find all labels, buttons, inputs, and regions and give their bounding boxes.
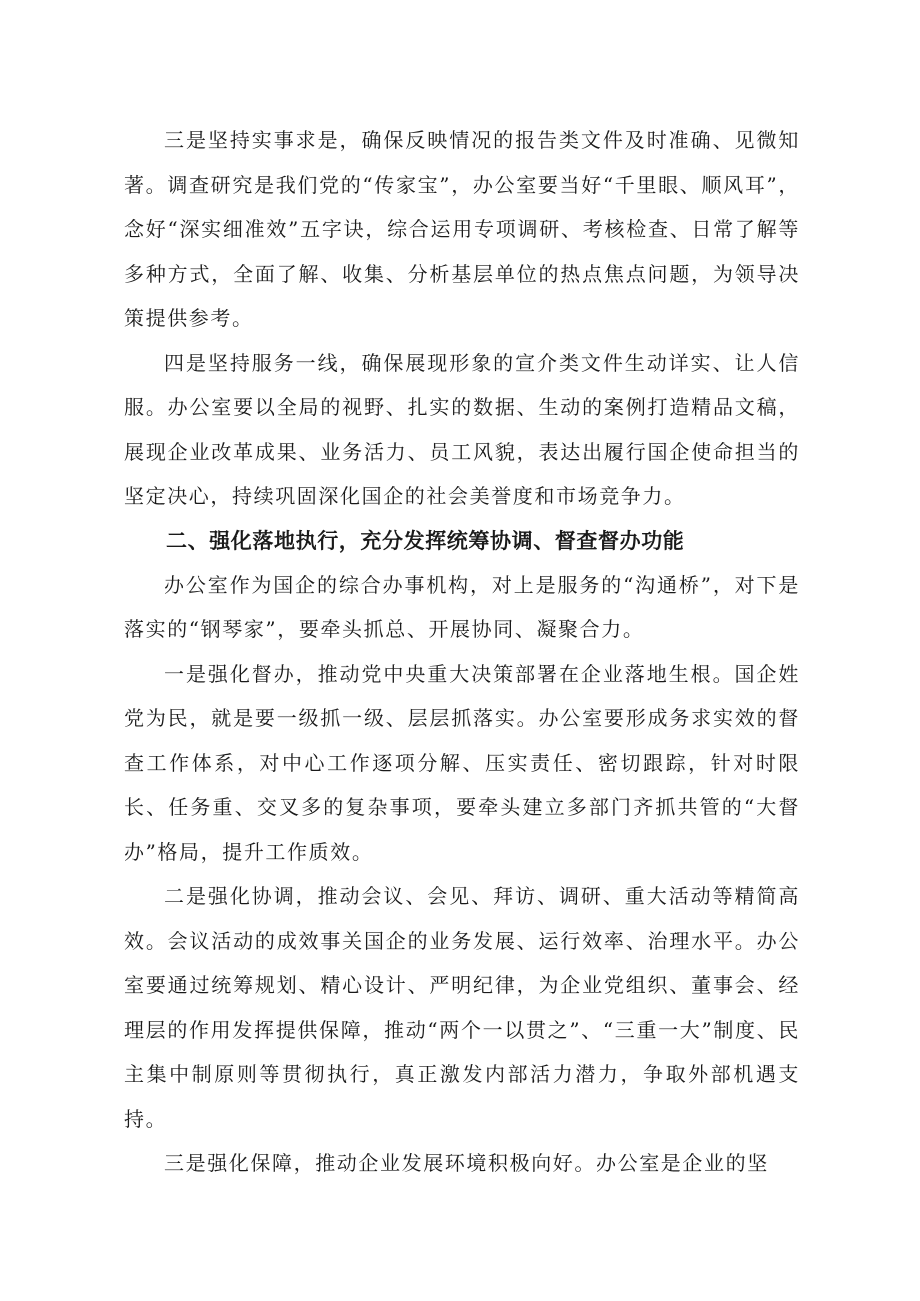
paragraph-point-four-frontline: 四是坚持服务一线，确保展现形象的宣介类文件生动详实、让人信服。办公室要以全局的视野、扎实的数据、生动的案例打造精品文稿，展现企业改革成果、业务活力、员工风貌，表达出履行国企使命担当的坚定决心，持续巩固深化国企的社会美誉度和市场竞争力。 [124, 350, 800, 508]
paragraph-point-three-realism: 三是坚持实事求是，确保反映情况的报告类文件及时准确、见微知著。调查研究是我们党的“传家宝”，办公室要当好“千里眼、顺风耳”，念好“深实细准效”五字诀，综合运用专项调研、考核检查、日常了解等多种方式，全面了解、收集、分析基层单位的热点焦点问题，为领导决策提供参考。 [124, 128, 800, 330]
paragraph-office-role: 办公室作为国企的综合办事机构，对上是服务的“沟通桥”，对下是落实的“钢琴家”，要牵头抓总、开展协同、凝聚合力。 [124, 572, 800, 641]
section-heading-two: 二、强化落地执行，充分发挥统筹协调、督查督办功能 [166, 528, 685, 553]
paragraph-point-two-coordination: 二是强化协调，推动会议、会见、拜访、调研、重大活动等精简高效。会议活动的成效事关国企的业务发展、运行效率、治理水平。办公室要通过统筹规划、精心设计、严明纪律，为企业党组织、董事会、经理层的作用发挥提供保障，推动“两个一以贯之”、“三重一大”制度、民主集中制原则等贯彻执行，真正激发内部活力潜力，争取外部机遇支持。 [124, 884, 800, 1131]
paragraph-point-one-supervision: 一是强化督办，推动党中央重大决策部署在企业落地生根。国企姓党为民，就是要一级抓一级、层层抓落实。办公室要形成务求实效的督查工作体系，对中心工作逐项分解、压实责任、密切跟踪，针对时限长、任务重、交叉多的复杂事项，要牵头建立多部门齐抓共管的“大督办”格局，提升工作质效。 [124, 661, 800, 864]
paragraph-point-three-guarantee: 三是强化保障，推动企业发展环境积极向好。办公室是企业的坚 [164, 1151, 769, 1175]
document-body [124, 118, 800, 1186]
